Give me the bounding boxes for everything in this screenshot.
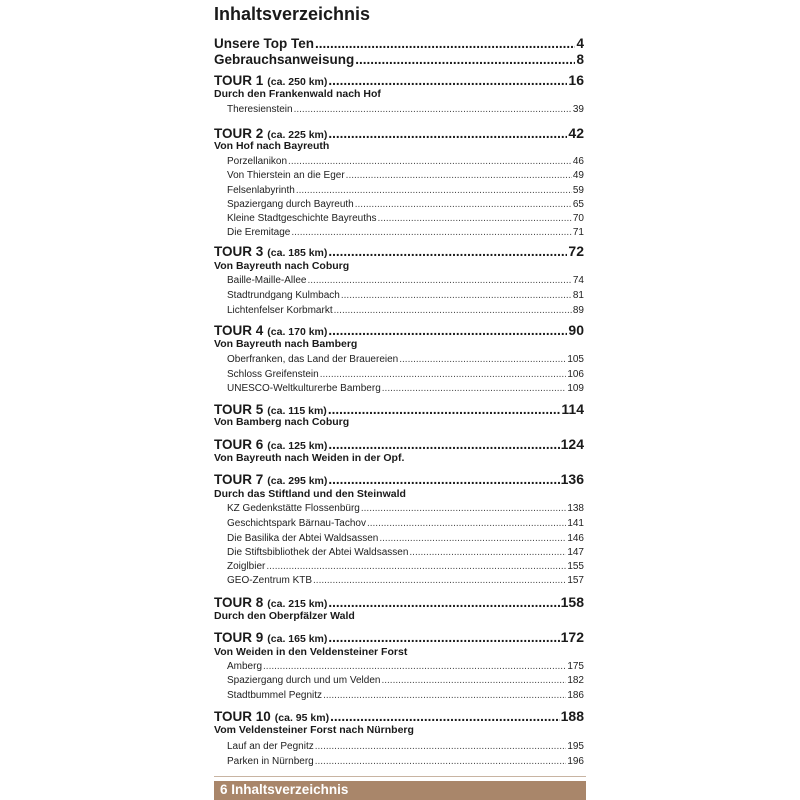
dot-leader [313,575,566,586]
tour-distance: (ca. 115 km) [267,405,327,417]
subentry-page: 196 [567,756,584,767]
tour-heading[interactable] [214,708,584,724]
tour-page: 114 [561,401,584,417]
tour-distance: (ca. 250 km) [267,76,328,88]
toc-subentry[interactable] [227,561,584,572]
toc-subentry[interactable] [227,354,584,365]
tour-heading[interactable] [214,594,584,610]
tour-name: TOUR 8 [214,595,264,610]
subentry-page: 138 [567,503,584,514]
tour-page: 42 [568,125,584,141]
dot-leader [346,170,572,181]
toc-subentry[interactable] [227,661,584,672]
tour-page: 158 [560,594,584,610]
toc-subentry[interactable] [227,503,584,514]
subentry-page: 49 [572,170,584,181]
subentry-page: 141 [567,518,584,529]
subentry-page: 155 [567,561,584,572]
dot-leader [341,290,572,301]
tour-subtitle: Von Bamberg nach Coburg [214,416,350,428]
dot-leader [328,73,567,88]
subentry-label: Kleine Stadtgeschichte Bayreuths [227,213,377,224]
toc-subentry[interactable] [227,675,584,686]
tour-name: TOUR 10 [214,709,271,724]
dot-leader [382,383,567,394]
dot-leader [328,244,567,259]
dot-leader [330,709,560,724]
subentry-label: Spaziergang durch und um Velden [227,675,381,686]
subentry-page: 186 [567,690,584,701]
footer-bar [214,781,586,800]
toc-subentry[interactable] [227,104,584,115]
subentry-page: 146 [567,533,584,544]
subentry-label: Schloss Greifenstein [227,369,319,380]
tour-heading[interactable] [214,243,584,259]
tour-subtitle: Durch den Oberpfälzer Wald [214,610,355,622]
footer-divider [214,776,586,777]
subentry-page: 105 [567,354,584,365]
toc-subentry[interactable] [227,533,584,544]
tour-page: 90 [568,322,584,338]
toc-subentry[interactable] [227,199,584,210]
subentry-page: 195 [567,741,584,752]
dot-leader [328,595,559,610]
tour-subtitle: Durch das Stiftland und den Steinwald [214,488,406,500]
dot-leader [315,741,567,752]
subentry-label: Baille-Maille-Allee [227,275,307,286]
dot-leader [263,661,566,672]
toc-subentry[interactable] [227,369,584,380]
subentry-label: Stadtrundgang Kulmbach [227,290,340,301]
subentry-page: 106 [567,369,584,380]
toc-subentry[interactable] [227,156,584,167]
toc-subentry[interactable] [227,290,584,301]
toc-subentry[interactable] [227,547,584,558]
tour-distance: (ca. 95 km) [274,712,330,724]
dot-leader [307,275,571,286]
tour-name: TOUR 4 [214,323,264,338]
subentry-label: UNESCO-Weltkulturerbe Bamberg [227,383,381,394]
tour-name: TOUR 5 [214,402,264,417]
tour-name: TOUR 2 [214,126,264,141]
tour-subtitle: Von Bayreuth nach Bamberg [214,338,358,350]
subentry-page: 65 [572,199,584,210]
tour-page: 72 [568,243,584,259]
toc-subentry[interactable] [227,383,584,394]
dot-leader [328,437,559,452]
dot-leader [328,472,559,487]
dot-leader [361,503,566,514]
dot-leader [409,547,566,558]
subentry-page: 157 [567,575,584,586]
subentry-page: 109 [567,383,584,394]
tour-heading[interactable] [214,401,584,417]
toc-entry[interactable] [214,36,584,51]
footer-page-number: 6 [220,782,228,797]
subentry-page: 74 [572,275,584,286]
tour-distance: (ca. 165 km) [267,633,328,645]
tour-name: TOUR 3 [214,244,264,259]
tour-heading[interactable] [214,471,584,487]
toc-subentry[interactable] [227,518,584,529]
footer-label [220,782,348,797]
subentry-label: Zoiglbier [227,561,266,572]
tour-subtitle: Von Bayreuth nach Weiden in der Opf. [214,452,405,464]
tour-distance: (ca. 225 km) [267,129,328,141]
toc-subentry[interactable] [227,213,584,224]
subentry-label: Von Thierstein an die Eger [227,170,345,181]
subentry-page: 59 [572,185,584,196]
tour-subtitle: Von Bayreuth nach Coburg [214,260,350,272]
dot-leader [328,630,559,645]
toc-subentry[interactable] [227,756,584,767]
tour-page: 136 [560,471,584,487]
tour-page: 16 [568,72,584,88]
dot-leader [296,185,572,196]
subentry-page: 81 [572,290,584,301]
subentry-label: Geschichtspark Bärnau-Tachov [227,518,366,529]
tour-heading[interactable] [214,72,584,88]
subentry-label: Lauf an der Pegnitz [227,741,314,752]
subentry-label: Theresienstein [227,104,293,115]
dot-leader [328,126,567,141]
tour-distance: (ca. 215 km) [267,598,328,610]
tour-heading[interactable] [214,629,584,645]
entry-label: Unsere Top Ten [214,36,315,51]
toc-entry[interactable] [214,52,584,67]
subentry-page: 46 [572,156,584,167]
toc-subentry[interactable] [227,741,584,752]
dot-leader [320,369,567,380]
tour-subtitle: Vom Veldensteiner Forst nach Nürnberg [214,724,414,736]
tour-page: 124 [560,436,584,452]
toc-subentry[interactable] [227,185,584,196]
footer-section-title: Inhaltsverzeichnis [231,782,349,797]
dot-leader [323,690,566,701]
toc-subentry[interactable] [227,305,584,316]
subentry-page: 182 [567,675,584,686]
tour-name: TOUR 1 [214,73,264,88]
toc-subentry[interactable] [227,690,584,701]
tour-page: 172 [560,629,584,645]
subentry-label: KZ Gedenkstätte Flossenbürg [227,503,360,514]
subentry-page: 89 [572,305,584,316]
tour-page: 188 [560,708,584,724]
subentry-label: Stadtbummel Pegnitz [227,690,323,701]
dot-leader [378,213,572,224]
subentry-label: Spaziergang durch Bayreuth [227,199,354,210]
entry-page: 4 [576,36,584,51]
subentry-label: Felsenlabyrinth [227,185,295,196]
subentry-label: Amberg [227,661,263,672]
tour-name: TOUR 6 [214,437,264,452]
toc-subentry[interactable] [227,227,584,238]
dot-leader [379,533,566,544]
subentry-page: 175 [567,661,584,672]
tour-subtitle: Von Hof nach Bayreuth [214,140,330,152]
page-title: Inhaltsverzeichnis [214,4,371,24]
dot-leader [355,199,572,210]
dot-leader [266,561,566,572]
dot-leader [315,756,567,767]
tour-distance: (ca. 170 km) [267,326,328,338]
subentry-page: 71 [572,227,584,238]
dot-leader [315,36,575,51]
tour-distance: (ca. 295 km) [267,475,328,487]
tour-heading[interactable] [214,322,584,338]
dot-leader [291,227,572,238]
tour-heading[interactable] [214,436,584,452]
toc-subentry[interactable] [227,170,584,181]
tour-name: TOUR 7 [214,472,264,487]
dot-leader [328,323,567,338]
dot-leader [328,402,561,417]
subentry-label: Die Stiftsbibliothek der Abtei Waldsassen [227,547,409,558]
subentry-label: Die Basilika der Abtei Waldsassen [227,533,379,544]
subentry-page: 147 [567,547,584,558]
toc-subentry[interactable] [227,575,584,586]
entry-page: 8 [576,52,584,67]
table-of-contents [214,0,586,800]
dot-leader [367,518,566,529]
toc-page [214,0,586,800]
toc-subentry[interactable] [227,275,584,286]
tour-heading[interactable] [214,125,584,141]
dot-leader [381,675,566,686]
dot-leader [334,305,572,316]
tour-subtitle: Durch den Frankenwald nach Hof [214,88,381,100]
dot-leader [288,156,572,167]
tour-name: TOUR 9 [214,630,264,645]
entry-label: Gebrauchsanweisung [214,52,355,67]
dot-leader [399,354,566,365]
subentry-label: Die Eremitage [227,227,291,238]
subentry-page: 70 [572,213,584,224]
subentry-label: Parken in Nürnberg [227,756,314,767]
subentry-label: Oberfranken, das Land der Brauereien [227,354,399,365]
subentry-page: 39 [572,104,584,115]
tour-distance: (ca. 125 km) [267,440,328,452]
dot-leader [355,52,575,67]
subentry-label: Lichtenfelser Korbmarkt [227,305,333,316]
tour-distance: (ca. 185 km) [267,247,328,259]
subentry-label: GEO-Zentrum KTB [227,575,313,586]
dot-leader [294,104,572,115]
subentry-label: Porzellanikon [227,156,288,167]
tour-subtitle: Von Weiden in den Veldensteiner Forst [214,646,408,658]
